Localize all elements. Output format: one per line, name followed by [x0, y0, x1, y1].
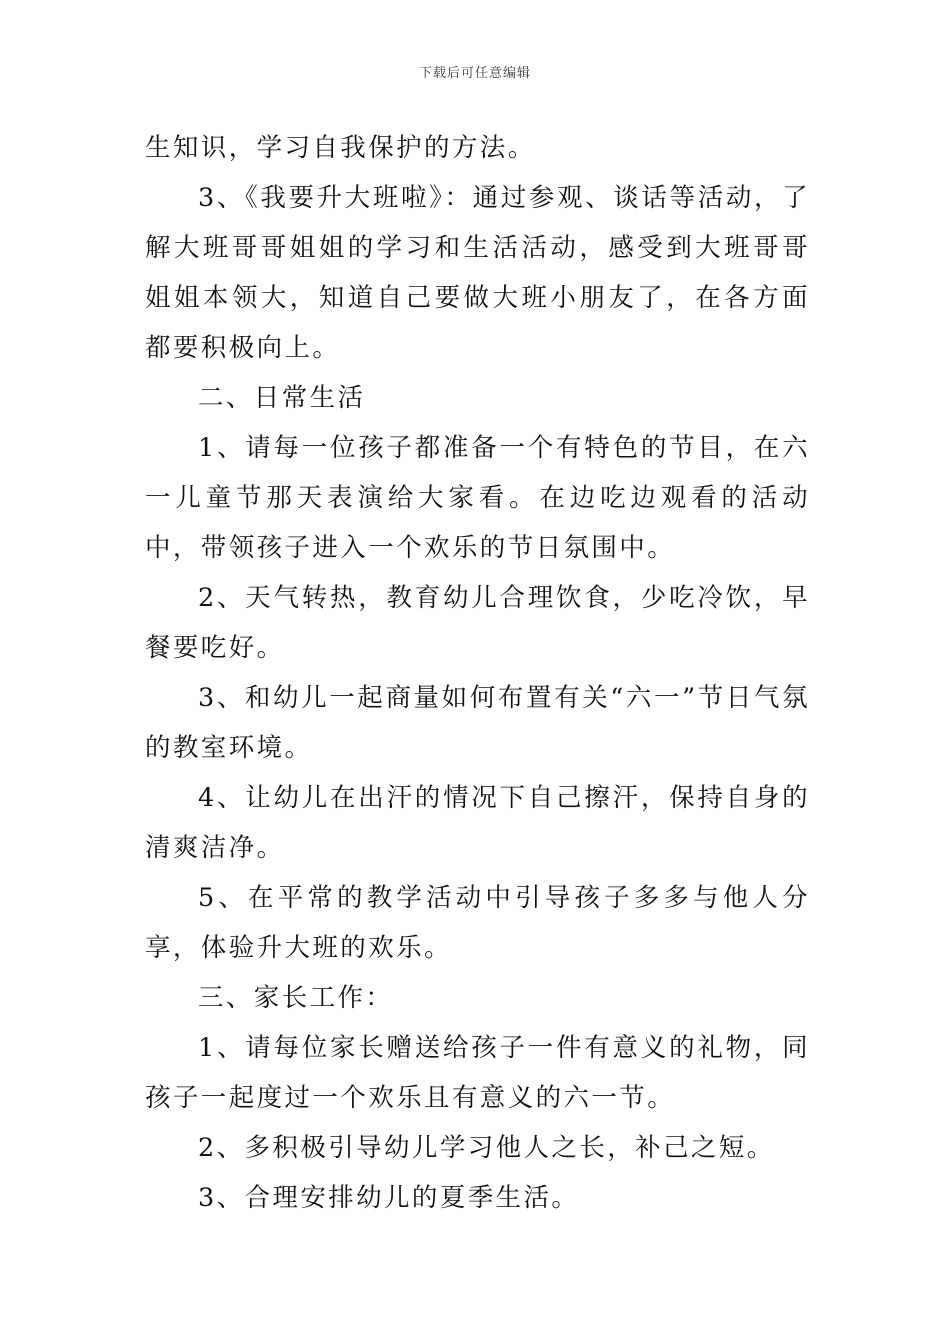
section-heading-parent-work: 三、家长工作： [198, 983, 394, 1013]
document-body [145, 123, 810, 1223]
paragraph-continuation: 生知识，学习自我保护的方法。 [145, 133, 536, 163]
paragraph-item: 3、《我要升大班啦》：通过参观、谈话等活动，了解大班哥哥姐姐的学习和生活活动，感受到大班哥哥姐姐本领大，知道自己要做大班小朋友了，在各方面都要积极向上。 [145, 183, 810, 363]
header-note: 下载后可任意编辑 [418, 66, 531, 81]
paragraph-item: 4、让幼儿在出汗的情况下自己擦汗，保持自身的清爽洁净。 [145, 783, 810, 863]
paragraph-item: 2、天气转热，教育幼儿合理饮食，少吃冷饮，早餐要吃好。 [145, 583, 810, 663]
paragraph-item: 3、和幼儿一起商量如何布置有关“六一”节日气氛的教室环境。 [145, 683, 810, 763]
paragraph-item: 1、请每位家长赠送给孩子一件有意义的礼物，同孩子一起度过一个欢乐且有意义的六一节。 [145, 1033, 810, 1113]
paragraph-item: 3、合理安排幼儿的夏季生活。 [198, 1183, 580, 1213]
paragraph-item: 5、在平常的教学活动中引导孩子多多与他人分享，体验升大班的欢乐。 [145, 883, 810, 963]
paragraph-item: 2、多积极引导幼儿学习他人之长，补己之短。 [198, 1133, 775, 1163]
section-heading-daily-life: 二、日常生活 [198, 383, 366, 413]
paragraph-item: 1、请每一位孩子都准备一个有特色的节目，在六一儿童节那天表演给大家看。在边吃边观看的活动中，带领孩子进入一个欢乐的节日氛围中。 [145, 433, 810, 563]
